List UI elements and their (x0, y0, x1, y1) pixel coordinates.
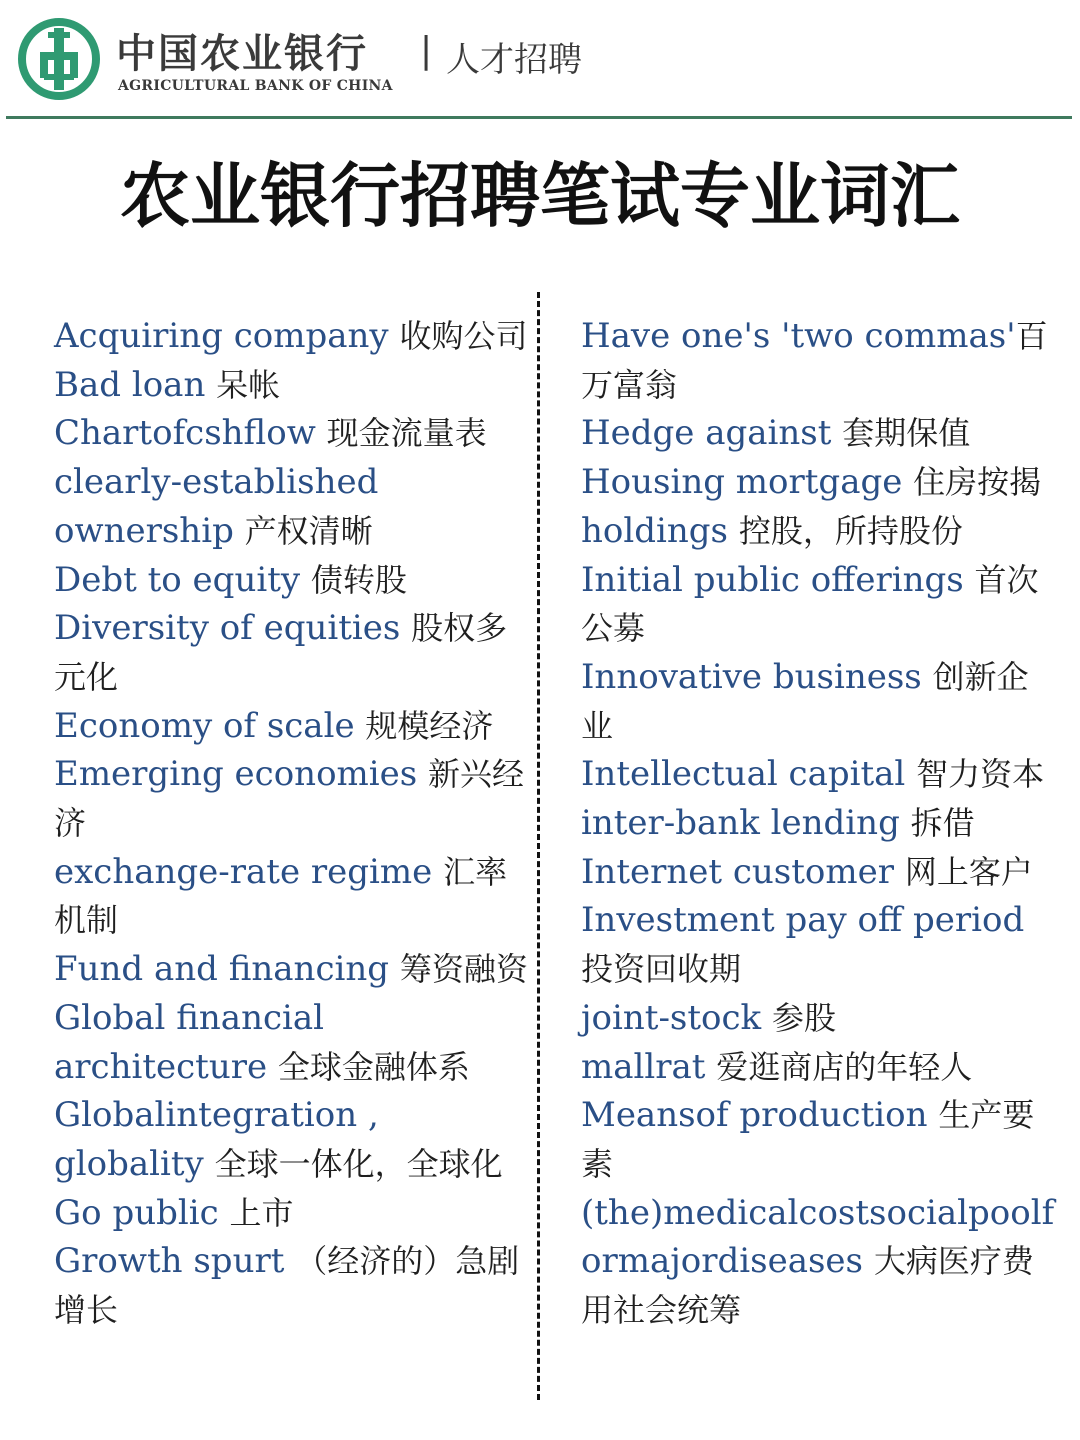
vocab-entry (581, 556, 1056, 653)
term-english: mallrat (581, 1046, 706, 1087)
term-english: Internet customer (581, 851, 894, 892)
term-english: Innovative business (581, 656, 922, 697)
term-english: Hedge against (581, 413, 832, 454)
header-divider (6, 116, 1072, 119)
term-chinese: 创新企业 (581, 657, 1029, 745)
term-english: Diversity of equities (54, 608, 401, 649)
term-chinese: 筹资融资 (399, 950, 528, 989)
vocab-entry (581, 848, 1056, 897)
term-chinese: （经济的）急剧增长 (54, 1242, 520, 1330)
vocab-entry (54, 994, 528, 1091)
term-english: Acquiring company (54, 316, 389, 356)
term-english: Growth spurt (54, 1241, 285, 1282)
term-chinese: 汇率机制 (54, 852, 508, 940)
vocab-entry (581, 994, 1056, 1043)
term-english: Investment pay off period (581, 900, 1025, 941)
term-english: Bad loan (54, 364, 206, 405)
recruitment-label: 人才招聘 (446, 40, 582, 80)
vocab-entry (54, 945, 528, 994)
term-chinese: 套期保值 (842, 414, 971, 453)
term-chinese: 首次公募 (581, 560, 1039, 648)
vocab-entry (581, 1189, 1056, 1335)
term-chinese: 全球金融体系 (277, 1047, 470, 1086)
vocab-entry (54, 361, 528, 410)
term-chinese: 规模经济 (365, 706, 494, 745)
term-chinese: 上市 (229, 1193, 294, 1232)
vocab-entry (581, 799, 1056, 848)
vocab-entry (54, 1091, 528, 1188)
vocab-entry (54, 458, 528, 555)
term-english: (the)medicalcostsocialpoolformajordiseases (581, 1192, 1055, 1282)
term-english: Meansof production (581, 1095, 928, 1136)
vocab-entry (54, 1237, 528, 1334)
vocab-entry (54, 604, 528, 701)
term-chinese: 新兴经济 (54, 755, 525, 843)
term-chinese: 控股，所持股份 (738, 511, 963, 550)
page-title: 农业银行招聘笔试专业词汇 (120, 154, 960, 237)
vocab-entry (54, 409, 528, 458)
left-column (54, 312, 528, 1335)
vocab-entry (54, 750, 528, 847)
term-english: inter-bank lending (581, 803, 900, 844)
term-english: Globalintegration , globality (54, 1095, 379, 1184)
term-english: joint-stock (581, 997, 762, 1038)
vocab-entry (581, 312, 1056, 409)
term-english: Emerging economies (54, 754, 418, 795)
term-english: Housing mortgage (581, 462, 903, 503)
right-column (581, 312, 1056, 1335)
term-chinese: 股权多元化 (54, 609, 508, 696)
term-english: clearly-established ownership (54, 462, 379, 551)
term-chinese: 呆帐 (216, 365, 281, 404)
term-chinese: 拆借 (910, 804, 975, 843)
term-english: Chartofcshflow (54, 413, 316, 454)
page-header (0, 0, 1080, 118)
term-english: Intellectual capital (581, 754, 906, 795)
vocab-entry (581, 1043, 1056, 1092)
term-chinese: 大病医疗费用社会统筹 (581, 1242, 1034, 1330)
vocab-entry (581, 458, 1056, 507)
term-chinese: 智力资本 (916, 755, 1045, 794)
term-english: Debt to equity (54, 559, 301, 600)
column-divider (537, 292, 540, 1400)
term-chinese: 爱逛商店的年轻人 (716, 1047, 973, 1086)
term-english: Go public (54, 1192, 219, 1233)
vocab-entry (581, 896, 1056, 993)
vocab-entry (581, 750, 1056, 799)
term-chinese: 全球一体化，全球化 (214, 1144, 503, 1183)
term-chinese: 生产要素 (581, 1096, 1035, 1183)
term-chinese: 债转股 (310, 560, 407, 599)
term-chinese: 住房按揭 (913, 463, 1042, 502)
vocab-entry (54, 702, 528, 751)
term-english: Fund and financing (54, 949, 390, 990)
term-english: Have one's 'two commas' (581, 316, 1016, 356)
term-chinese: 收购公司 (399, 317, 528, 355)
term-chinese: 现金流量表 (326, 414, 487, 453)
term-english: Global financial architecture (54, 997, 325, 1087)
vocab-entry (581, 507, 1056, 556)
header-separator: | (420, 30, 433, 71)
term-chinese: 百万富翁 (581, 317, 1048, 404)
vocab-entry (54, 556, 528, 605)
vocab-entry (581, 1091, 1056, 1188)
term-english: Initial public offerings (581, 559, 964, 600)
term-english: holdings (581, 510, 728, 551)
vocab-entry (581, 409, 1056, 458)
term-chinese: 参股 (771, 998, 836, 1037)
vocab-entry (54, 312, 528, 361)
vocab-entry (54, 1189, 528, 1238)
term-chinese: 投资回收期 (581, 950, 742, 989)
term-chinese: 网上客户 (904, 852, 1033, 891)
bank-name-en: AGRICULTURAL BANK OF CHINA (118, 78, 393, 94)
bank-name-cn: 中国农业银行 (116, 30, 368, 77)
term-chinese: 产权清晰 (244, 511, 373, 550)
abc-bank-logo-icon (18, 18, 100, 100)
vocab-entry (581, 653, 1056, 750)
vocab-entry (54, 848, 528, 945)
term-english: exchange-rate regime (54, 851, 433, 892)
term-english: Economy of scale (54, 705, 355, 746)
